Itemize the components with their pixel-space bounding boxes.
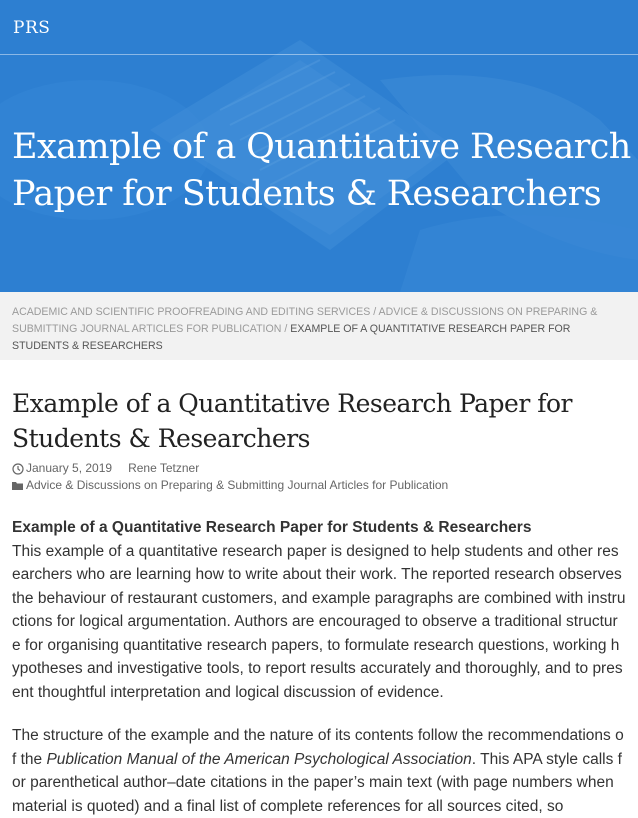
- hero-title: Example of a Quantitative Research Paper for Students & Researchers: [12, 127, 631, 214]
- breadcrumb-separator: /: [281, 323, 291, 335]
- clock-icon: [12, 463, 24, 475]
- article-content: [0, 386, 638, 818]
- paragraph: [12, 516, 626, 704]
- paragraph: [12, 724, 626, 818]
- paragraph-text: This example of a quantitative research paper is designed to help students and other researchers who are learning how to write about their work. The reported research observes the behaviour of restaurant customers, and example paragraphs are combined with instructions for logical argumentation. Authors are encouraged to observe a traditional structure for organising quantitative research papers, to formulate research questions, working hypotheses and investigative tools, to report results accurately and thoroughly, and to present thoughtful interpretation and logical discussion of evidence.: [12, 542, 626, 701]
- post-title: Example of a Quantitative Research Paper for Students & Researchers: [12, 389, 573, 453]
- breadcrumb-current: EXAMPLE OF A QUANTITATIVE RESEARCH PAPER FOR STUDENTS & RESEARCHERS: [12, 323, 571, 352]
- post-date[interactable]: January 5, 2019: [26, 461, 113, 475]
- post-category[interactable]: Advice & Discussions on Preparing & Submitting Journal Articles for Publication: [26, 478, 449, 492]
- article-heading: Example of a Quantitative Research Paper for Students & Researchers: [12, 519, 532, 536]
- article-body: [12, 516, 626, 818]
- hero-banner: [0, 0, 638, 292]
- post-meta: [12, 460, 626, 494]
- site-header-bar: [0, 0, 638, 55]
- publication-title: Publication Manual of the American Psychological Association: [46, 750, 472, 768]
- breadcrumb-separator: /: [370, 306, 379, 318]
- breadcrumb-link-home[interactable]: ACADEMIC AND SCIENTIFIC PROOFREADING AND EDITING SERVICES: [12, 306, 371, 318]
- paragraph-text: The structure of the example and the nature of its contents follow the recommendations of the: [12, 727, 624, 768]
- site-logo[interactable]: PRS: [13, 18, 51, 38]
- post-author[interactable]: Rene Tetzner: [128, 461, 200, 475]
- breadcrumb-link-category[interactable]: ADVICE & DISCUSSIONS ON PREPARING & SUBMITTING JOURNAL ARTICLES FOR PUBLICATION: [12, 306, 598, 335]
- paragraph-text: . This APA style calls for parenthetical author–date citations in the paper’s main text (with page numbers when material is quoted) and a final list of complete references for all sources cited, so: [12, 750, 622, 815]
- breadcrumb: [0, 292, 638, 360]
- folder-icon: [12, 481, 24, 491]
